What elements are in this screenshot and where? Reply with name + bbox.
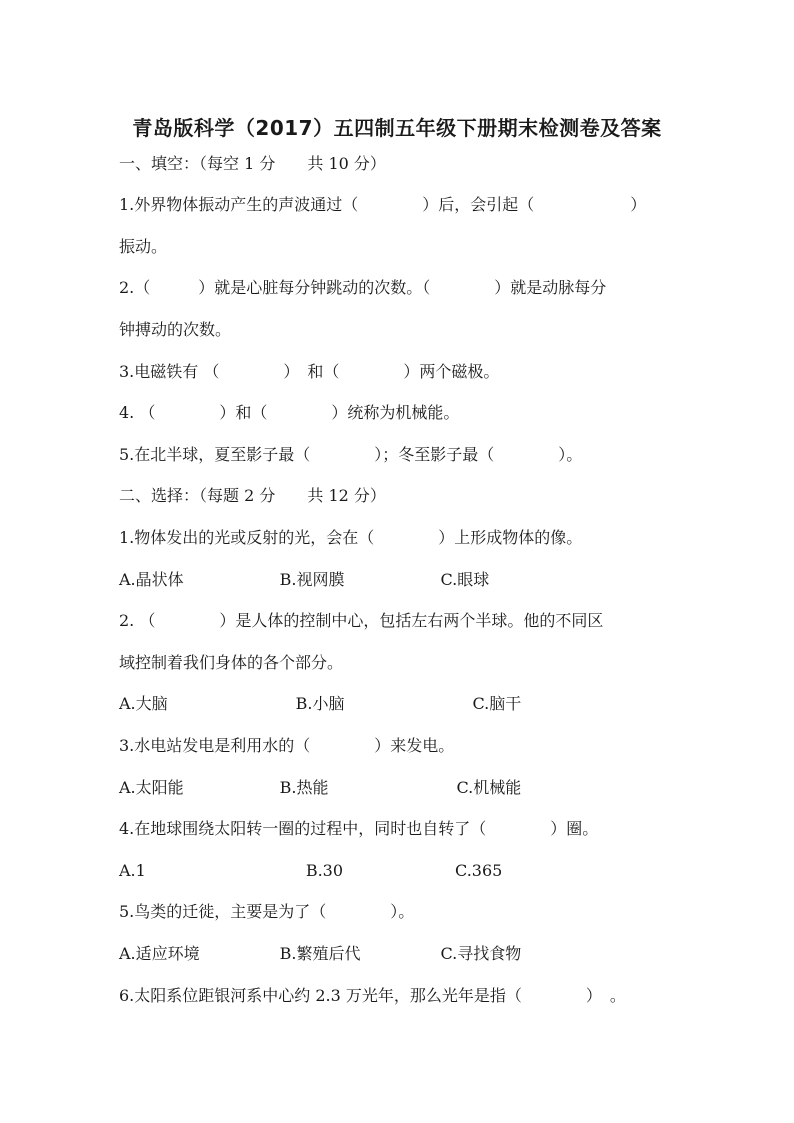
section-heading-fill-blank: 一、填空：（每空 1 分 共 10 分）: [119, 154, 386, 173]
answer-options: A.大脑 B.小脑 C.脑干: [119, 694, 522, 713]
question-line: 钟搏动的次数。: [119, 320, 232, 339]
question-line: 3.水电站发电是利用水的（ ）来发电。: [119, 736, 455, 755]
question-line: 域控制着我们身体的各个部分。: [119, 653, 344, 672]
answer-options: A.1 B.30 C.365: [119, 861, 503, 880]
question-line: 1.物体发出的光或反射的光，会在（ ）上形成物体的像。: [119, 528, 583, 547]
question-line: 6.太阳系位距银河系中心约 2.3 万光年，那么光年是指（ ） 。: [119, 986, 626, 1005]
question-line: 3.电磁铁有 （ ） 和（ ）两个磁极。: [119, 362, 500, 381]
answer-options: A.太阳能 B.热能 C.机械能: [119, 778, 522, 797]
question-line: 2.（ ）就是心脏每分钟跳动的次数。（ ）就是动脉每分: [119, 278, 607, 297]
question-line: 4.在地球围绕太阳转一圈的过程中，同时也自转了（ ）圈。: [119, 819, 599, 838]
document-title: 青岛版科学（2017）五四制五年级下册期末检测卷及答案: [132, 116, 662, 140]
answer-options: A.晶状体 B.视网膜 C.眼球: [119, 570, 490, 589]
section-heading-choice: 二、选择：（每题 2 分 共 12 分）: [119, 486, 386, 505]
question-line: 4. （ ）和（ ）统称为机械能。: [119, 403, 460, 422]
question-line: 振动。: [119, 237, 168, 256]
question-line: 2. （ ）是人体的控制中心，包括左右两个半球。他的不同区: [119, 611, 604, 630]
answer-options: A.适应环境 B.繁殖后代 C.寻找食物: [119, 944, 522, 963]
question-line: 5.鸟类的迁徙，主要是为了（ ）。: [119, 902, 415, 921]
question-line: 5.在北半球，夏至影子最（ ）；冬至影子最（ ）。: [119, 445, 583, 464]
question-line: 1.外界物体振动产生的声波通过（ ）后，会引起（ ）: [119, 195, 647, 214]
